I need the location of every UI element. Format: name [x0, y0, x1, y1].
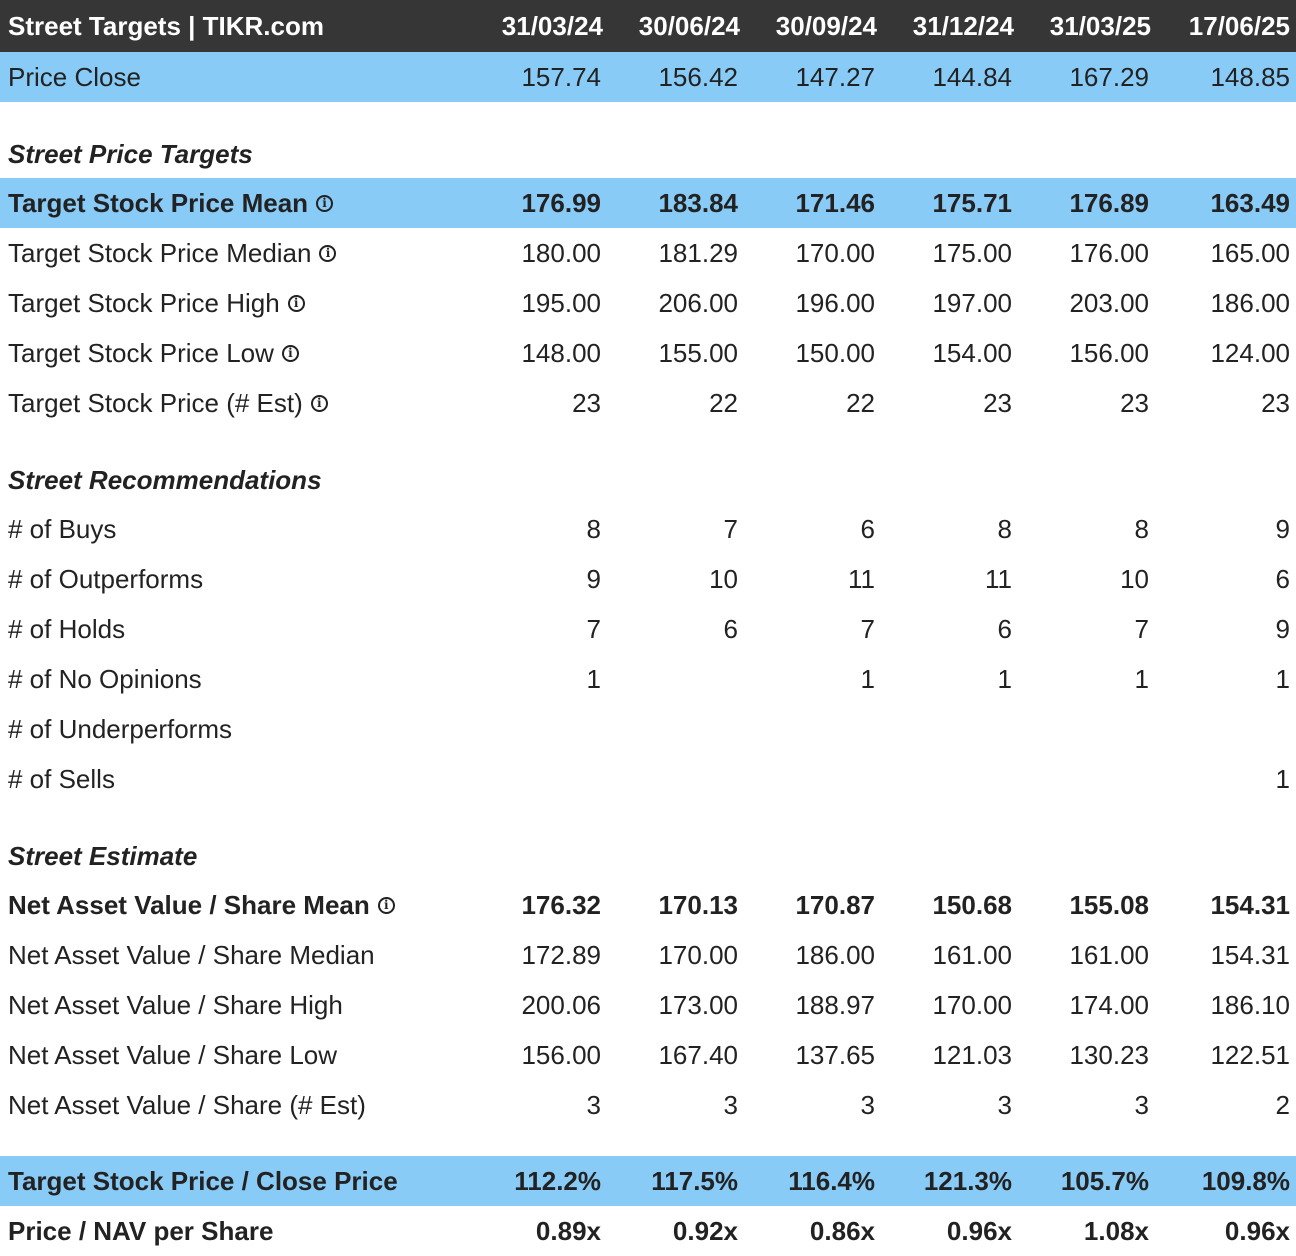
row-value: 163.49: [1210, 187, 1290, 218]
row-value: 161.00: [932, 939, 1012, 970]
row-value: 176.89: [1069, 187, 1149, 218]
row-value: 203.00: [1069, 287, 1149, 318]
row-value: 124.00: [1210, 337, 1290, 368]
row-label-text: Target Stock Price High: [8, 287, 280, 318]
row-label-text: Net Asset Value / Share Mean: [8, 889, 370, 920]
row-value: 170.00: [795, 237, 875, 268]
spacer: [0, 428, 1296, 454]
row-value: 183.84: [658, 187, 738, 218]
row-label: Net Asset Value / Share High: [8, 989, 343, 1020]
info-circle-icon[interactable]: i: [288, 295, 305, 312]
row-value: 161.00: [1069, 939, 1149, 970]
row-value: 188.97: [795, 989, 875, 1020]
nav-high-row: [0, 980, 1296, 1030]
row-label: # of Underperforms: [8, 713, 232, 744]
underperforms-row: [0, 704, 1296, 754]
target-low-row: [0, 328, 1296, 378]
row-value: 144.84: [932, 61, 1012, 92]
nav-low-row: [0, 1030, 1296, 1080]
row-value: 148.00: [521, 337, 601, 368]
row-label: # of Outperforms: [8, 563, 204, 594]
row-value: 181.29: [658, 237, 738, 268]
date-header: 31/03/24: [501, 10, 603, 41]
row-value: 117.5%: [651, 1165, 738, 1196]
row-value: 1: [1275, 763, 1290, 794]
row-value: 176.32: [521, 889, 601, 920]
row-label: # of Sells: [8, 763, 115, 794]
row-value: 147.27: [795, 61, 875, 92]
row-value: 0.96x: [946, 1215, 1012, 1246]
row-value: 2: [1275, 1089, 1290, 1120]
row-value: 171.46: [795, 187, 875, 218]
row-label-text: Target Stock Price Low: [8, 337, 274, 368]
sells-row: [0, 754, 1296, 804]
nav-est-row: [0, 1080, 1296, 1130]
section-title-estimate: Street Estimate: [8, 841, 198, 871]
target-close-ratio-row: [0, 1156, 1296, 1206]
row-value: 200.06: [521, 989, 601, 1020]
row-value: 7: [860, 613, 875, 644]
row-value: 0.89x: [535, 1215, 601, 1246]
row-value: 1: [1275, 663, 1290, 694]
table-title: Street Targets | TIKR.com: [8, 10, 324, 41]
row-value: 7: [723, 513, 738, 544]
row-value: 0.96x: [1224, 1215, 1290, 1246]
row-label: [0, 238, 470, 269]
row-value: 170.00: [658, 939, 738, 970]
price-nav-ratio-row: [0, 1206, 1296, 1256]
row-value: 6: [1275, 563, 1290, 594]
row-value: 10: [1120, 563, 1149, 594]
row-value: 23: [572, 387, 601, 418]
row-value: 165.00: [1210, 237, 1290, 268]
row-value: 176.00: [1069, 237, 1149, 268]
row-value: 196.00: [795, 287, 875, 318]
row-value: 174.00: [1069, 989, 1149, 1020]
buys-row: [0, 504, 1296, 554]
row-value: 8: [1134, 513, 1149, 544]
row-value: 11: [985, 563, 1012, 594]
info-circle-icon[interactable]: i: [319, 245, 336, 262]
row-value: 0.86x: [809, 1215, 875, 1246]
date-header: 31/12/24: [912, 10, 1014, 41]
spacer: [0, 804, 1296, 830]
info-circle-icon[interactable]: i: [378, 897, 395, 914]
row-value: 22: [709, 387, 738, 418]
row-label: Net Asset Value / Share Low: [8, 1039, 338, 1070]
row-value: 137.65: [795, 1039, 875, 1070]
row-value: 156.42: [658, 61, 738, 92]
row-value: 3: [1134, 1089, 1149, 1120]
row-value: 7: [586, 613, 601, 644]
spacer: [0, 1130, 1296, 1156]
price-close-row: [0, 52, 1296, 102]
row-value: 186.00: [1210, 287, 1290, 318]
row-value: 121.03: [932, 1039, 1012, 1070]
row-value: 9: [1275, 613, 1290, 644]
holds-row: [0, 604, 1296, 654]
row-value: 186.10: [1210, 989, 1290, 1020]
row-value: 23: [983, 387, 1012, 418]
row-label: [0, 188, 470, 219]
row-label: Price / NAV per Share: [8, 1215, 274, 1246]
info-circle-icon[interactable]: i: [282, 345, 299, 362]
row-value: 155.00: [658, 337, 738, 368]
target-high-row: [0, 278, 1296, 328]
row-value: 6: [997, 613, 1012, 644]
row-value: 122.51: [1210, 1039, 1290, 1070]
row-label: [0, 338, 470, 369]
row-value: 8: [586, 513, 601, 544]
row-value: 6: [723, 613, 738, 644]
row-value: 154.31: [1210, 939, 1290, 970]
row-value: 1.08x: [1083, 1215, 1149, 1246]
row-value: 157.74: [521, 61, 601, 92]
row-value: 167.40: [658, 1039, 738, 1070]
row-value: 7: [1134, 613, 1149, 644]
row-value: 155.08: [1069, 889, 1149, 920]
outperforms-row: [0, 554, 1296, 604]
row-value: 156.00: [521, 1039, 601, 1070]
target-mean-row: [0, 178, 1296, 228]
row-value: 23: [1261, 387, 1290, 418]
row-value: 156.00: [1069, 337, 1149, 368]
row-value: 195.00: [521, 287, 601, 318]
nav-median-row: [0, 930, 1296, 980]
row-value: 186.00: [795, 939, 875, 970]
row-value: 11: [848, 563, 875, 594]
row-value: 175.71: [932, 187, 1012, 218]
date-header: 17/06/25: [1188, 10, 1290, 41]
row-value: 6: [860, 513, 875, 544]
row-label: Net Asset Value / Share (# Est): [8, 1089, 366, 1120]
row-value: 22: [846, 387, 875, 418]
row-label: [0, 288, 470, 319]
row-label: Price Close: [8, 61, 141, 92]
row-value: 121.3%: [923, 1165, 1012, 1196]
row-value: 175.00: [932, 237, 1012, 268]
row-value: 0.92x: [672, 1215, 738, 1246]
row-label: # of No Opinions: [8, 663, 202, 694]
row-value: 197.00: [932, 287, 1012, 318]
info-circle-icon[interactable]: i: [316, 195, 333, 212]
row-value: 154.00: [932, 337, 1012, 368]
row-label: [0, 388, 470, 419]
info-circle-icon[interactable]: i: [311, 395, 328, 412]
row-value: 173.00: [658, 989, 738, 1020]
row-value: 1: [1134, 663, 1149, 694]
row-value: 116.4%: [788, 1165, 875, 1196]
row-label-text: Target Stock Price Mean: [8, 187, 309, 218]
row-value: 23: [1120, 387, 1149, 418]
row-label: [0, 890, 470, 921]
row-value: 148.85: [1210, 61, 1290, 92]
row-value: 167.29: [1069, 61, 1149, 92]
row-value: 1: [997, 663, 1012, 694]
row-value: 172.89: [521, 939, 601, 970]
target-median-row: [0, 228, 1296, 278]
target-est-row: [0, 378, 1296, 428]
row-value: 170.00: [932, 989, 1012, 1020]
row-value: 3: [860, 1089, 875, 1120]
row-value: 105.7%: [1060, 1165, 1149, 1196]
row-value: 3: [586, 1089, 601, 1120]
row-value: 130.23: [1069, 1039, 1149, 1070]
date-header: 30/09/24: [775, 10, 877, 41]
row-label-text: Target Stock Price (# Est): [8, 387, 303, 418]
no-opinions-row: [0, 654, 1296, 704]
row-value: 9: [1275, 513, 1290, 544]
row-label: Target Stock Price / Close Price: [8, 1165, 398, 1196]
row-value: 206.00: [658, 287, 738, 318]
date-header: 31/03/25: [1049, 10, 1151, 41]
row-value: 10: [709, 563, 738, 594]
row-value: 112.2%: [514, 1165, 601, 1196]
table-header: [0, 0, 1296, 52]
section-title-price-targets: Street Price Targets: [8, 139, 253, 169]
row-value: 180.00: [521, 237, 601, 268]
section-title-recommendations: Street Recommendations: [8, 465, 322, 495]
row-value: 176.99: [521, 187, 601, 218]
row-value: 8: [997, 513, 1012, 544]
row-value: 1: [860, 663, 875, 694]
row-label: Net Asset Value / Share Median: [8, 939, 375, 970]
row-value: 150.00: [795, 337, 875, 368]
nav-mean-row: [0, 880, 1296, 930]
row-value: 1: [586, 663, 601, 694]
row-label: # of Buys: [8, 513, 117, 544]
row-value: 154.31: [1210, 889, 1290, 920]
row-value: 9: [586, 563, 601, 594]
spacer: [0, 102, 1296, 128]
date-header: 30/06/24: [638, 10, 740, 41]
row-value: 150.68: [932, 889, 1012, 920]
row-value: 3: [997, 1089, 1012, 1120]
row-label: # of Holds: [8, 613, 126, 644]
row-label-text: Target Stock Price Median: [8, 237, 312, 268]
row-value: 109.8%: [1201, 1165, 1290, 1196]
row-value: 170.87: [795, 889, 875, 920]
row-value: 170.13: [658, 889, 738, 920]
row-value: 3: [723, 1089, 738, 1120]
